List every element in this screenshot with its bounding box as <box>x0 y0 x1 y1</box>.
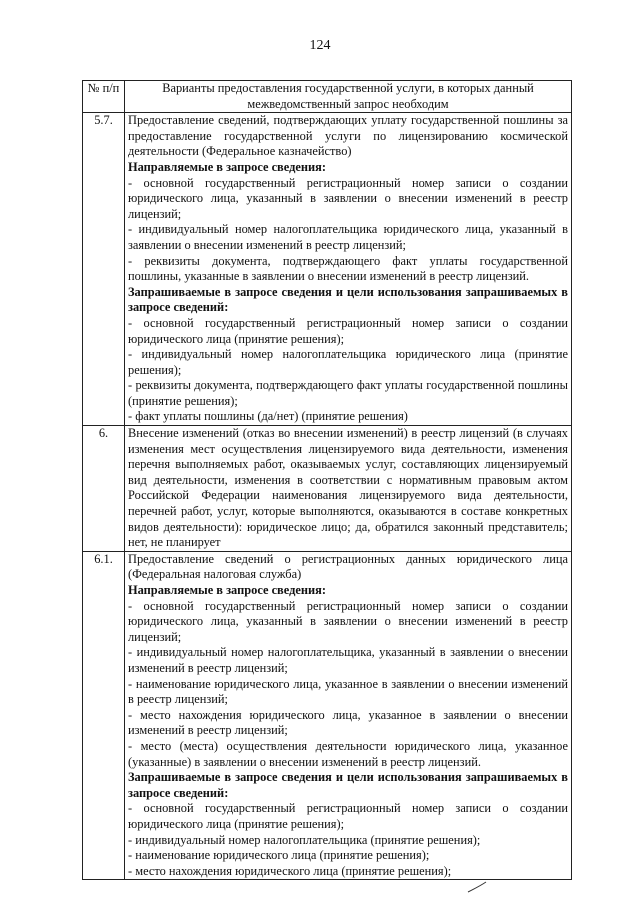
table-row <box>83 426 572 552</box>
row-content <box>125 551 572 879</box>
content-line: - основной государственный регистрационный номер записи о создании юридического лица, указанный в заявлении о внесении изменений в реестр лицензий; <box>128 175 568 221</box>
content-line: - индивидуальный номер налогоплательщика, указанный в заявлении о внесении изменений в реестр лицензий; <box>128 645 568 675</box>
row-number: 6.1. <box>83 551 125 879</box>
table-row <box>83 113 572 426</box>
document-table <box>82 80 572 880</box>
table-row <box>83 551 572 879</box>
content-line: - наименование юридического лица (принятие решения); <box>128 848 430 863</box>
content-line: - реквизиты документа, подтверждающего факт уплаты государственной пошлины, указанные в заявлении о внесении изменений в реестр лицензий. <box>128 253 568 284</box>
row-content <box>125 426 572 552</box>
content-line: - индивидуальный номер налогоплательщика юридического лица, указанный в заявлении о внесении изменений в реестр лицензий; <box>128 222 568 252</box>
content-line: - основной государственный регистрационный номер записи о создании юридического лица (принятие решения); <box>128 315 568 346</box>
content-line: Внесение изменений (отказ во внесении изменений) в реестр лицензий (в случаях изменения мест осуществления лицензируемого вида деятельности, изменения перечня выполняемых работ, оказываемых услуг, составляющих лицензируемый вид деятельности, изменения в соответствии с нормативным правовым актом Российской Федерации наименования лицензируемого вида деятельности, перечней работ, услуг, которые выполняются, оказываются в составе конкретных видов деятельности): юридическое лицо; да, обратился законный представитель; нет, не планирует <box>128 426 568 550</box>
section-heading: Запрашиваемые в запросе сведения и цели использования запрашиваемых в запросе сведений: <box>128 770 568 800</box>
column-header-variants: Варианты предоставления государственной услуги, в которых данный межведомственный запрос необходим <box>125 81 572 113</box>
content-line: - основной государственный регистрационный номер записи о создании юридического лица (принятие решения); <box>128 801 568 831</box>
content-line: - место (места) осуществления деятельности юридического лица, указанное (указанные) в заявлении о внесении изменений в реестр лицензий. <box>128 738 568 769</box>
row-number: 6. <box>83 426 125 552</box>
section-heading: Направляемые в запросе сведения: <box>128 583 326 597</box>
content-line: Предоставление сведений о регистрационных данных юридического лица (Федеральная налоговая служба) <box>128 551 568 582</box>
row-content <box>125 113 572 426</box>
section-heading: Направляемые в запросе сведения: <box>128 159 326 174</box>
content-line: - место нахождения юридического лица (принятие решения); <box>128 863 452 878</box>
page-number: 124 <box>309 38 331 53</box>
content-line: - индивидуальный номер налогоплательщика юридического лица (принятие решения); <box>128 347 568 377</box>
content-line: - реквизиты документа, подтверждающего факт уплаты государственной пошлины (принятие решения); <box>128 378 568 408</box>
section-heading: Запрашиваемые в запросе сведения и цели использования запрашиваемых в запросе сведений: <box>128 284 568 315</box>
content-line: - основной государственный регистрационный номер записи о создании юридического лица, указанный в заявлении о внесении изменений в реестр лицензий; <box>128 598 568 644</box>
signature-mark <box>466 880 488 894</box>
content-line: - индивидуальный номер налогоплательщика (принятие решения); <box>128 832 481 847</box>
content-line: - факт уплаты пошлины (да/нет) (принятие решения) <box>128 409 408 424</box>
column-header-number: № п/п <box>83 81 125 113</box>
table-body <box>83 113 572 880</box>
content-line: - место нахождения юридического лица, указанное в заявлении о внесении изменений в реестр лицензий; <box>128 707 568 738</box>
content-line: Предоставление сведений, подтверждающих уплату государственной пошлины за предоставление государственной услуги по лицензированию космической деятельности (Федеральное казначейство) <box>128 113 568 159</box>
content-line: - наименование юридического лица, указанное в заявлении о внесении изменений в реестр лицензий; <box>128 676 568 707</box>
table-header-row <box>83 81 572 113</box>
row-number: 5.7. <box>83 113 125 426</box>
